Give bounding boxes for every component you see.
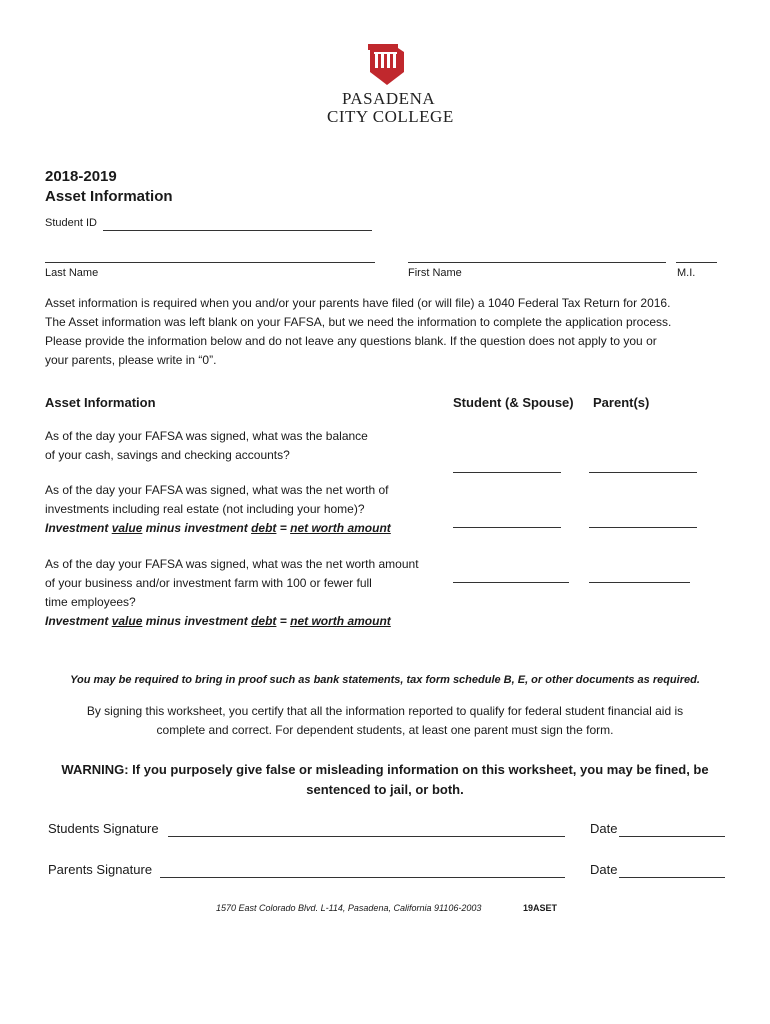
question-line: As of the day your FAFSA was signed, what was the balance: [45, 429, 368, 443]
college-logo: [326, 44, 454, 134]
last-name-label: Last Name: [45, 267, 99, 279]
student-id-field[interactable]: [103, 230, 372, 231]
column-header-asset: Asset Information: [45, 395, 156, 410]
parent-investments-field[interactable]: [589, 527, 697, 528]
parent-signature-label: Parents Signature: [48, 862, 153, 877]
logo-text-line2: CITY COLLEGE: [327, 107, 454, 126]
student-cash-field[interactable]: [453, 472, 561, 473]
warning-line: WARNING: If you purposely give false or misleading information on this worksheet, you may be fined, be: [61, 762, 709, 777]
proof-note: You may be required to bring in proof such as bank statements, tax form schedule B, E, or other documents as required.: [70, 674, 700, 686]
intro-paragraph: [45, 294, 735, 370]
question-cash-balance: [45, 427, 368, 465]
middle-initial-label: M.I.: [677, 267, 696, 279]
intro-line: Asset information is required when you and/or your parents have filed (or will file) a 1040 Federal Tax Return for 2016.: [45, 296, 671, 310]
intro-line: The Asset information was left blank on your FAFSA, but we need the information to complete the application process.: [45, 315, 672, 329]
question-line: As of the day your FAFSA was signed, what was the net worth amount: [45, 557, 419, 571]
net-worth-formula: Investment value minus investment debt = net worth amount: [45, 521, 391, 535]
footer-address: 1570 East Colorado Blvd. L-114, Pasadena, California 91106-2003: [216, 903, 482, 913]
college-tower-icon: [368, 44, 406, 86]
warning-line: sentenced to jail, or both.: [306, 782, 464, 797]
academic-year: 2018-2019: [45, 168, 117, 185]
column-header-parent: Parent(s): [593, 395, 650, 410]
first-name-label: First Name: [408, 267, 462, 279]
question-line: of your cash, savings and checking accounts?: [45, 448, 290, 462]
parent-cash-field[interactable]: [589, 472, 697, 473]
net-worth-formula: Investment value minus investment debt = net worth amount: [45, 614, 391, 628]
question-line: time employees?: [45, 595, 136, 609]
parent-date-field[interactable]: [619, 877, 725, 878]
student-date-field[interactable]: [619, 836, 725, 837]
logo-text-line1: PASADENA: [342, 89, 436, 108]
parent-date-label: Date: [590, 862, 618, 877]
student-signature-field[interactable]: [168, 836, 565, 837]
question-investments: [45, 481, 391, 538]
intro-line: your parents, please write in “0”.: [45, 353, 217, 367]
page-title: Asset Information: [45, 188, 173, 205]
certification-line: By signing this worksheet, you certify that all the information reported to qualify for federal student financial aid is: [86, 704, 684, 718]
first-name-field[interactable]: [408, 262, 666, 263]
last-name-field[interactable]: [45, 262, 375, 263]
intro-line: Please provide the information below and do not leave any questions blank. If the question does not apply to you or: [45, 334, 657, 348]
student-investments-field[interactable]: [453, 527, 561, 528]
question-business-farm: [45, 555, 419, 631]
form-code: 19ASET: [523, 903, 558, 913]
middle-initial-field[interactable]: [676, 262, 717, 263]
column-header-student: Student (& Spouse): [453, 395, 574, 410]
warning-text: [20, 760, 750, 800]
student-business-field[interactable]: [453, 582, 569, 583]
parent-signature-field[interactable]: [160, 877, 565, 878]
question-line: As of the day your FAFSA was signed, what was the net worth of: [45, 483, 389, 497]
student-signature-label: Students Signature: [48, 821, 159, 836]
certification-line: complete and correct. For dependent students, at least one parent must sign the form.: [156, 723, 614, 737]
question-line: of your business and/or investment farm with 100 or fewer full: [45, 576, 372, 590]
question-line: investments including real estate (not including your home)?: [45, 502, 365, 516]
student-id-label: Student ID: [45, 217, 97, 229]
certification-text: [20, 702, 750, 740]
parent-business-field[interactable]: [589, 582, 690, 583]
student-date-label: Date: [590, 821, 618, 836]
